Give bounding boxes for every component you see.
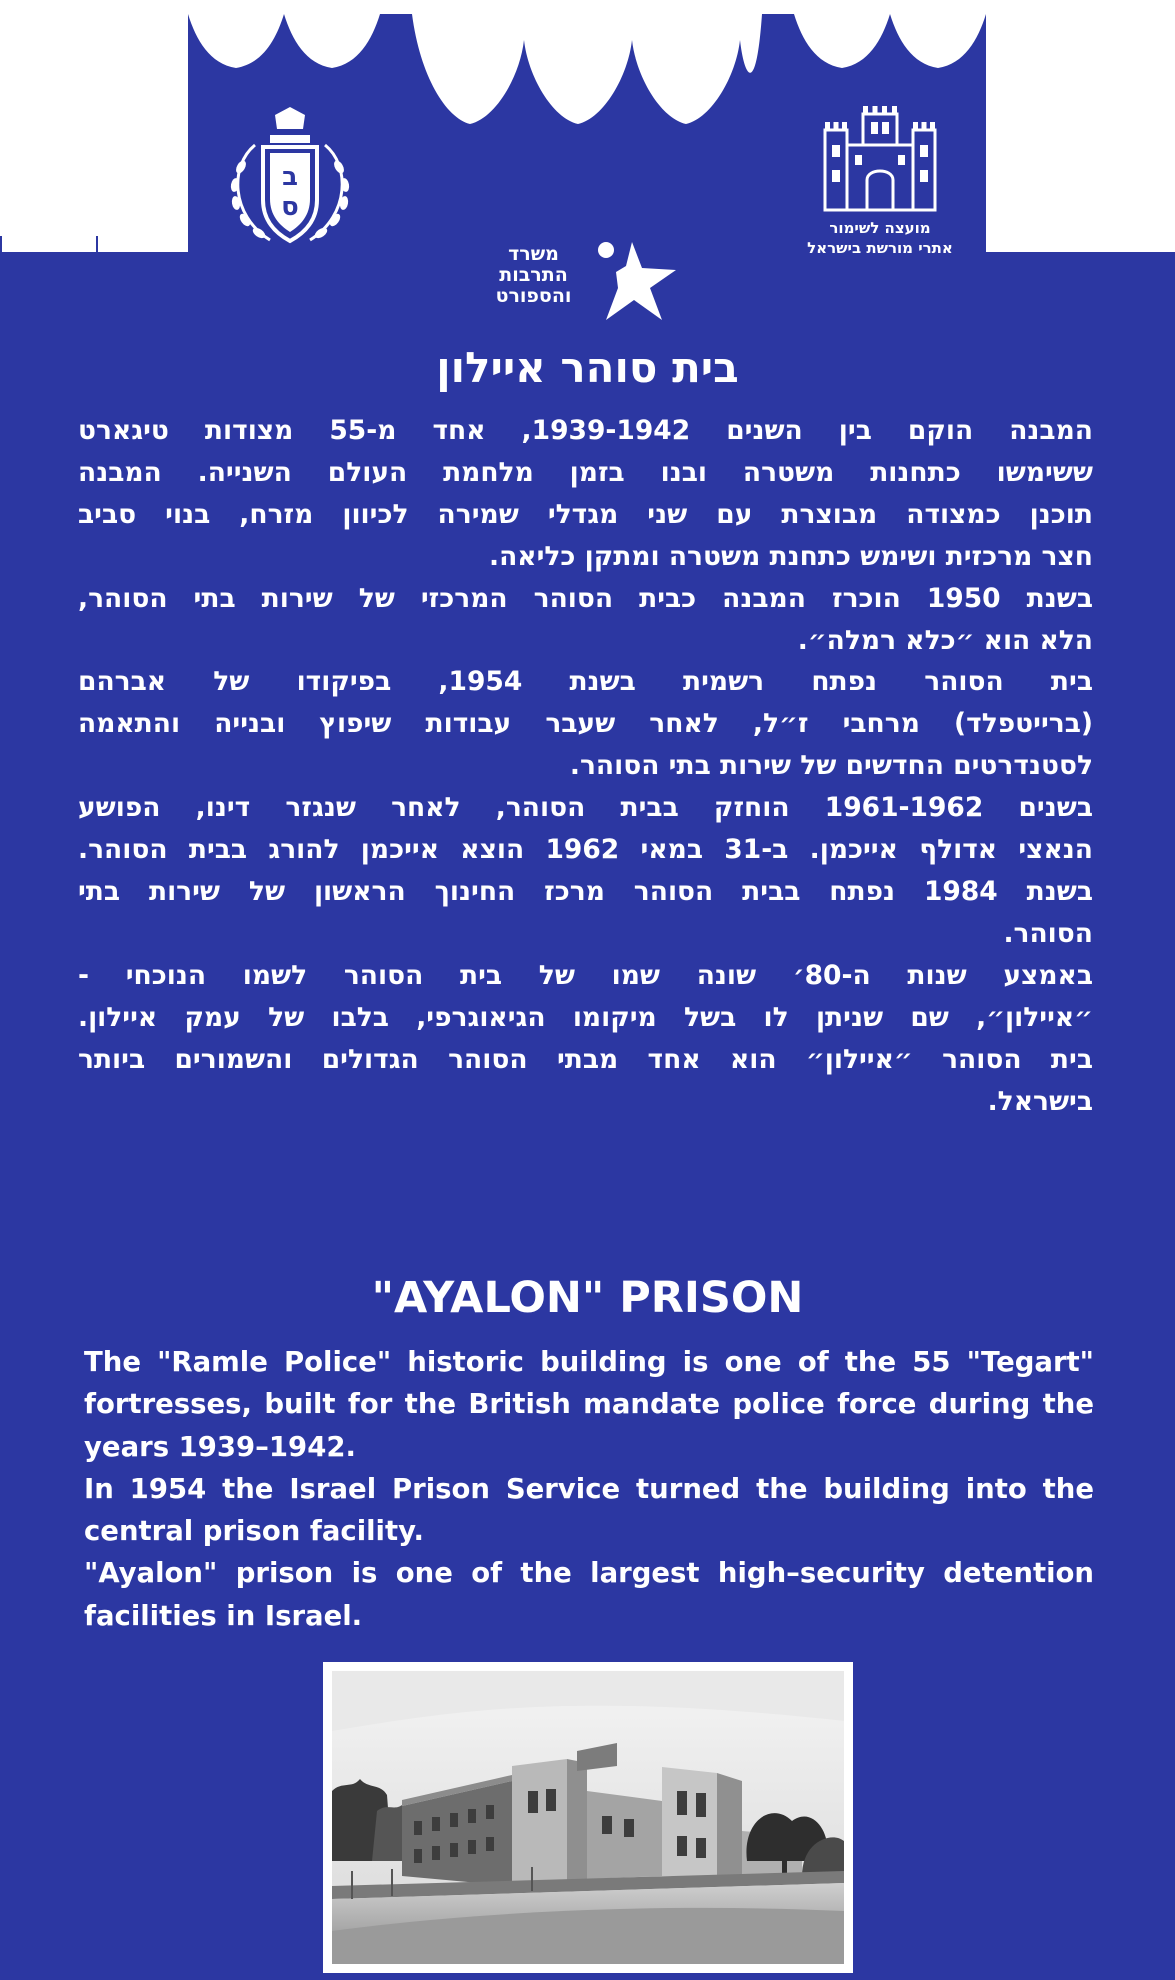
ministry-line: והספורט: [495, 285, 572, 307]
hebrew-line: הלא הוא ״כלא רמלה״.: [797, 624, 1093, 656]
english-line: "Ayalon" prison is one of the largest high–security detention: [84, 1557, 1094, 1590]
heritage-building-icon: [815, 100, 945, 215]
hebrew-line: בשנת 1984 נפתח בבית הסוהר מרכז החינוך הראשון של שירות בתי: [78, 875, 1094, 907]
ministry-star-figure-icon: [592, 236, 682, 326]
english-line: The "Ramle Police" historic building is one of the 55 "Tegart": [84, 1346, 1094, 1378]
english-body: [84, 1341, 1094, 1637]
prison-service-emblem-icon: [215, 105, 365, 255]
hebrew-line: בשנים 1961-1962 הוחזק בבית הסוהר, לאחר שנגזר דינו, הפושע: [78, 792, 1093, 824]
heritage-caption-line: מועצה לשימור: [829, 219, 931, 237]
prison-building-photo: [332, 1671, 844, 1964]
hebrew-line: בשנת 1950 הוכרז המבנה כבית הסוהר המרכזי של שירות בתי הסוהר,: [78, 582, 1094, 614]
hebrew-title: בית סוהר איילון: [436, 343, 739, 392]
english-line: central prison facility.: [84, 1515, 424, 1548]
hebrew-line: ״איילון״, שם שניתן לו בשל מיקומו הגיאוגרפי, בלבו של עמק איילון.: [78, 1001, 1093, 1033]
hebrew-line: הנאצי אדולף אייכמן. ב-31 במאי 1962 הוצא אייכמן להורג בבית הסוהר.: [78, 834, 1093, 866]
hebrew-line: ששימשו כתחנות משטרה ובנו בזמן מלחמת העולם השנייה. המבנה: [78, 456, 1093, 488]
ministry-line: משרד: [508, 243, 559, 265]
hebrew-line: תוכנן כמצודה מבוצרת עם שני מגדלי שמירה לכיוון מזרח, בנוי סביב: [78, 498, 1093, 530]
ministry-line: התרבות: [499, 264, 568, 286]
hebrew-line: באמצע שנות ה-80׳ שונה שמו של בית הסוהר לשמו הנוכחי -: [78, 959, 1093, 991]
english-line: In 1954 the Israel Prison Service turned the building into the: [84, 1472, 1094, 1505]
hebrew-line: הסוהר.: [1003, 917, 1093, 949]
english-line: years 1939–1942.: [84, 1430, 356, 1463]
hebrew-line: בית הסוהר ״איילון״ הוא אחד מבתי הסוהר הגדולים והשמורים ביותר: [78, 1043, 1093, 1075]
ministry-logo-text: [476, 244, 591, 307]
english-title: "AYALON" PRISON: [371, 1273, 804, 1323]
heritage-council-caption: [770, 218, 990, 258]
heritage-caption-line: אתרי מורשת בישראל: [807, 239, 953, 257]
hebrew-line: חצר מרכזית ושימש כתחנת משטרה ומתקן כליאה.: [489, 540, 1093, 572]
hebrew-line: (ברייטפלד) מרחבי ז״ל, לאחר שעבר עבודות שיפוץ ובנייה והתאמה: [78, 708, 1093, 740]
hebrew-line: לסטנדרטים החדשים של שירות בתי הסוהר.: [569, 750, 1093, 782]
hebrew-body: [78, 410, 1093, 1122]
emblem-letter-bottom: ס: [281, 192, 299, 222]
hebrew-line: בישראל.: [987, 1085, 1093, 1117]
english-line: fortresses, built for the British mandate police force during the: [84, 1388, 1094, 1421]
hebrew-line: בית הסוהר נפתח רשמית בשנת 1954, בפיקודו של אברהם: [78, 666, 1093, 698]
emblem-letter-top: ב: [282, 162, 298, 192]
hebrew-line: המבנה הוקם בין השנים 1939-1942, אחד מ-55 מצודות טיגארט: [78, 415, 1093, 446]
english-line: facilities in Israel.: [84, 1599, 363, 1632]
